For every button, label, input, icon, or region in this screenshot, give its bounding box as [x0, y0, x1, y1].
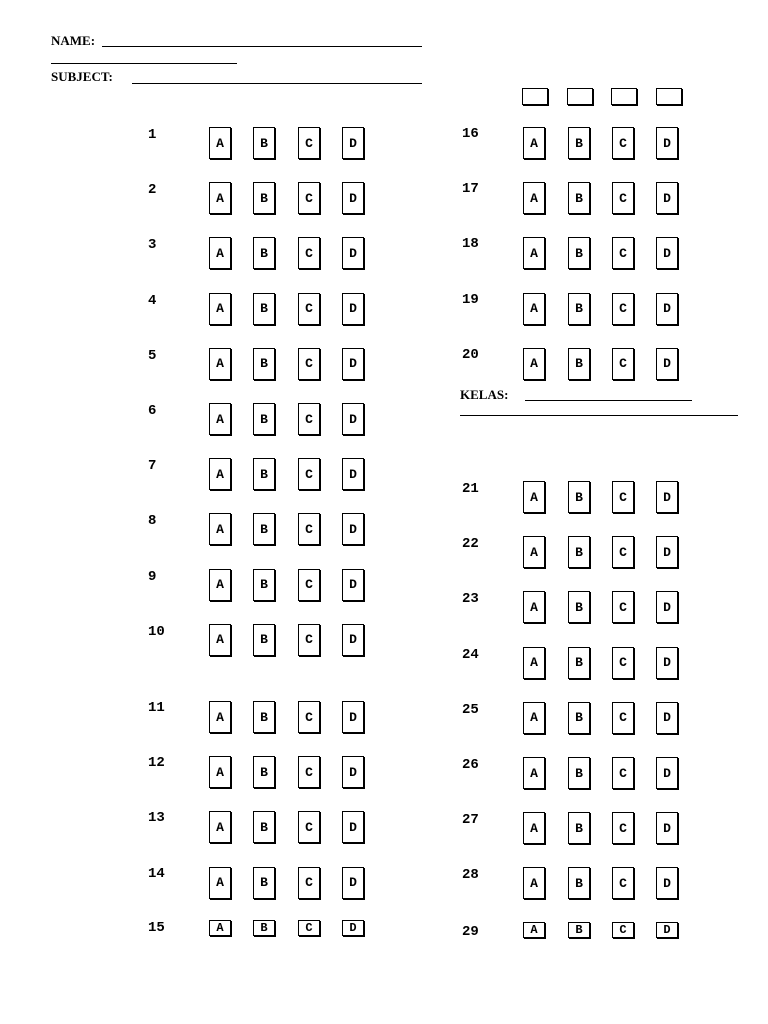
- option-box-a[interactable]: A: [209, 701, 231, 733]
- option-box-d[interactable]: D: [656, 293, 678, 325]
- question-number: 29: [462, 924, 479, 940]
- option-box-c[interactable]: C: [298, 458, 320, 490]
- option-box-d[interactable]: D: [656, 536, 678, 568]
- option-box-a[interactable]: A: [209, 458, 231, 490]
- option-box-d[interactable]: D: [342, 811, 364, 843]
- option-box-c[interactable]: C: [612, 647, 634, 679]
- option-box-c[interactable]: C: [612, 237, 634, 269]
- option-box-a[interactable]: A: [209, 293, 231, 325]
- option-box-d[interactable]: D: [656, 867, 678, 899]
- question-number: 3: [148, 237, 157, 254]
- option-box-d[interactable]: D: [342, 127, 364, 159]
- option-box-a[interactable]: A: [209, 237, 231, 269]
- option-box-a[interactable]: A: [209, 920, 231, 936]
- question-number: 18: [462, 236, 479, 253]
- option-box-b[interactable]: B: [253, 127, 275, 159]
- option-box-a[interactable]: A: [523, 237, 545, 269]
- option-box-b[interactable]: B: [568, 237, 590, 269]
- option-box-d[interactable]: D: [342, 237, 364, 269]
- option-box-a[interactable]: A: [209, 811, 231, 843]
- option-box-a[interactable]: A: [523, 702, 545, 734]
- option-box-d[interactable]: D: [342, 513, 364, 545]
- option-box-c[interactable]: C: [298, 403, 320, 435]
- option-box-c[interactable]: C: [298, 624, 320, 656]
- option-box-b[interactable]: B: [253, 237, 275, 269]
- question-number: 17: [462, 181, 479, 198]
- option-box-c[interactable]: C: [612, 867, 634, 899]
- kelas-label: KELAS:: [460, 387, 509, 402]
- subject-line[interactable]: [132, 83, 422, 84]
- option-box-b[interactable]: B: [253, 920, 275, 936]
- question-number: 16: [462, 126, 479, 142]
- option-box-b[interactable]: B: [253, 293, 275, 325]
- option-box-d[interactable]: D: [342, 569, 364, 601]
- option-box-c[interactable]: C: [612, 757, 634, 789]
- option-box-c[interactable]: C: [612, 922, 634, 938]
- option-box-a[interactable]: A: [523, 127, 545, 159]
- option-box-b[interactable]: B: [568, 867, 590, 899]
- option-box-a[interactable]: A: [209, 756, 231, 788]
- option-box-a[interactable]: A: [523, 812, 545, 844]
- option-box-a[interactable]: A: [523, 481, 545, 513]
- code-box-2[interactable]: [567, 88, 593, 105]
- option-box-a[interactable]: A: [523, 867, 545, 899]
- question-number: 12: [148, 755, 165, 772]
- option-box-d[interactable]: D: [656, 922, 678, 938]
- question-number: 20: [462, 346, 479, 363]
- option-box-a[interactable]: A: [209, 403, 231, 435]
- question-number: 24: [462, 646, 479, 663]
- option-box-b[interactable]: B: [253, 701, 275, 733]
- option-box-d[interactable]: D: [342, 403, 364, 435]
- question-number: 9: [148, 568, 157, 585]
- option-box-b[interactable]: B: [568, 812, 590, 844]
- question-number: 14: [148, 865, 165, 882]
- option-box-b[interactable]: B: [568, 536, 590, 568]
- option-box-a[interactable]: A: [523, 647, 545, 679]
- question-number: 23: [462, 591, 479, 608]
- question-number: 22: [462, 536, 479, 553]
- question-number: 13: [148, 810, 165, 827]
- question-number: 27: [462, 812, 479, 829]
- option-box-d[interactable]: D: [342, 348, 364, 380]
- name-label: NAME:: [51, 33, 96, 48]
- question-number: 21: [462, 481, 479, 497]
- option-box-b[interactable]: B: [253, 513, 275, 545]
- question-number: 10: [148, 623, 165, 640]
- option-box-d[interactable]: D: [342, 867, 364, 899]
- question-number: 4: [148, 292, 157, 309]
- option-box-d[interactable]: D: [656, 647, 678, 679]
- question-number: 7: [148, 458, 157, 475]
- option-box-a[interactable]: A: [523, 293, 545, 325]
- option-box-b[interactable]: B: [568, 757, 590, 789]
- question-number: 11: [148, 700, 165, 716]
- option-box-c[interactable]: C: [298, 348, 320, 380]
- option-box-d[interactable]: D: [342, 756, 364, 788]
- option-box-b[interactable]: B: [253, 182, 275, 214]
- option-box-c[interactable]: C: [612, 481, 634, 513]
- option-box-d[interactable]: D: [656, 591, 678, 623]
- question-number: 25: [462, 701, 479, 718]
- option-box-b[interactable]: B: [253, 348, 275, 380]
- option-box-c[interactable]: C: [612, 812, 634, 844]
- kelas-line[interactable]: [525, 400, 692, 401]
- option-box-a[interactable]: A: [523, 922, 545, 938]
- option-box-b[interactable]: B: [253, 458, 275, 490]
- option-box-a[interactable]: A: [523, 182, 545, 214]
- question-number: 6: [148, 403, 157, 419]
- subject-label: SUBJECT:: [51, 69, 113, 84]
- question-number: 5: [148, 347, 157, 364]
- option-box-c[interactable]: C: [298, 811, 320, 843]
- option-box-d[interactable]: D: [656, 812, 678, 844]
- option-box-b[interactable]: B: [568, 182, 590, 214]
- option-box-a[interactable]: A: [209, 348, 231, 380]
- option-box-b[interactable]: B: [253, 569, 275, 601]
- option-box-d[interactable]: D: [342, 701, 364, 733]
- option-box-d[interactable]: D: [656, 348, 678, 380]
- option-box-c[interactable]: C: [612, 702, 634, 734]
- code-box-3[interactable]: [611, 88, 637, 105]
- name-line[interactable]: [102, 46, 422, 47]
- option-box-c[interactable]: C: [298, 513, 320, 545]
- option-box-c[interactable]: C: [298, 756, 320, 788]
- option-box-b[interactable]: B: [253, 811, 275, 843]
- option-box-a[interactable]: A: [209, 624, 231, 656]
- code-box-1[interactable]: [522, 88, 548, 105]
- option-box-b[interactable]: B: [568, 481, 590, 513]
- kelas-line-continuation[interactable]: [460, 415, 738, 416]
- option-box-c[interactable]: C: [612, 591, 634, 623]
- option-box-c[interactable]: C: [612, 348, 634, 380]
- option-box-d[interactable]: D: [342, 458, 364, 490]
- option-box-c[interactable]: C: [298, 127, 320, 159]
- option-box-b[interactable]: B: [253, 756, 275, 788]
- option-box-b[interactable]: B: [568, 348, 590, 380]
- code-box-4[interactable]: [656, 88, 682, 105]
- option-box-a[interactable]: A: [523, 536, 545, 568]
- name-line-continuation[interactable]: [51, 63, 237, 64]
- option-box-d[interactable]: D: [656, 182, 678, 214]
- option-box-c[interactable]: C: [612, 182, 634, 214]
- option-box-b[interactable]: B: [253, 867, 275, 899]
- question-number: 19: [462, 291, 479, 308]
- option-box-a[interactable]: A: [209, 127, 231, 159]
- option-box-d[interactable]: D: [656, 127, 678, 159]
- question-number: 28: [462, 867, 479, 884]
- option-box-c[interactable]: C: [612, 293, 634, 325]
- option-box-c[interactable]: C: [298, 920, 320, 936]
- option-box-a[interactable]: A: [209, 867, 231, 899]
- option-box-d[interactable]: D: [342, 920, 364, 936]
- option-box-d[interactable]: D: [342, 293, 364, 325]
- option-box-b[interactable]: B: [253, 403, 275, 435]
- option-box-d[interactable]: D: [656, 237, 678, 269]
- option-box-a[interactable]: A: [209, 569, 231, 601]
- option-box-b[interactable]: B: [568, 702, 590, 734]
- question-number: 26: [462, 757, 479, 773]
- question-number: 1: [148, 127, 157, 143]
- option-box-d[interactable]: D: [656, 757, 678, 789]
- option-box-d[interactable]: D: [342, 182, 364, 214]
- option-box-c[interactable]: C: [298, 867, 320, 899]
- option-box-c[interactable]: C: [298, 293, 320, 325]
- option-box-b[interactable]: B: [568, 647, 590, 679]
- option-box-b[interactable]: B: [568, 127, 590, 159]
- question-number: 15: [148, 920, 165, 936]
- option-box-d[interactable]: D: [342, 624, 364, 656]
- option-box-d[interactable]: D: [656, 481, 678, 513]
- option-box-c[interactable]: C: [298, 237, 320, 269]
- option-box-a[interactable]: A: [523, 757, 545, 789]
- option-box-c[interactable]: C: [298, 701, 320, 733]
- option-box-b[interactable]: B: [568, 293, 590, 325]
- option-box-b[interactable]: B: [253, 624, 275, 656]
- option-box-b[interactable]: B: [568, 591, 590, 623]
- option-box-c[interactable]: C: [298, 182, 320, 214]
- question-number: 2: [148, 182, 157, 199]
- question-number: 8: [148, 513, 157, 530]
- option-box-c[interactable]: C: [298, 569, 320, 601]
- option-box-b[interactable]: B: [568, 922, 590, 938]
- option-box-c[interactable]: C: [612, 127, 634, 159]
- option-box-a[interactable]: A: [209, 182, 231, 214]
- option-box-a[interactable]: A: [523, 348, 545, 380]
- option-box-d[interactable]: D: [656, 702, 678, 734]
- option-box-a[interactable]: A: [523, 591, 545, 623]
- option-box-c[interactable]: C: [612, 536, 634, 568]
- option-box-a[interactable]: A: [209, 513, 231, 545]
